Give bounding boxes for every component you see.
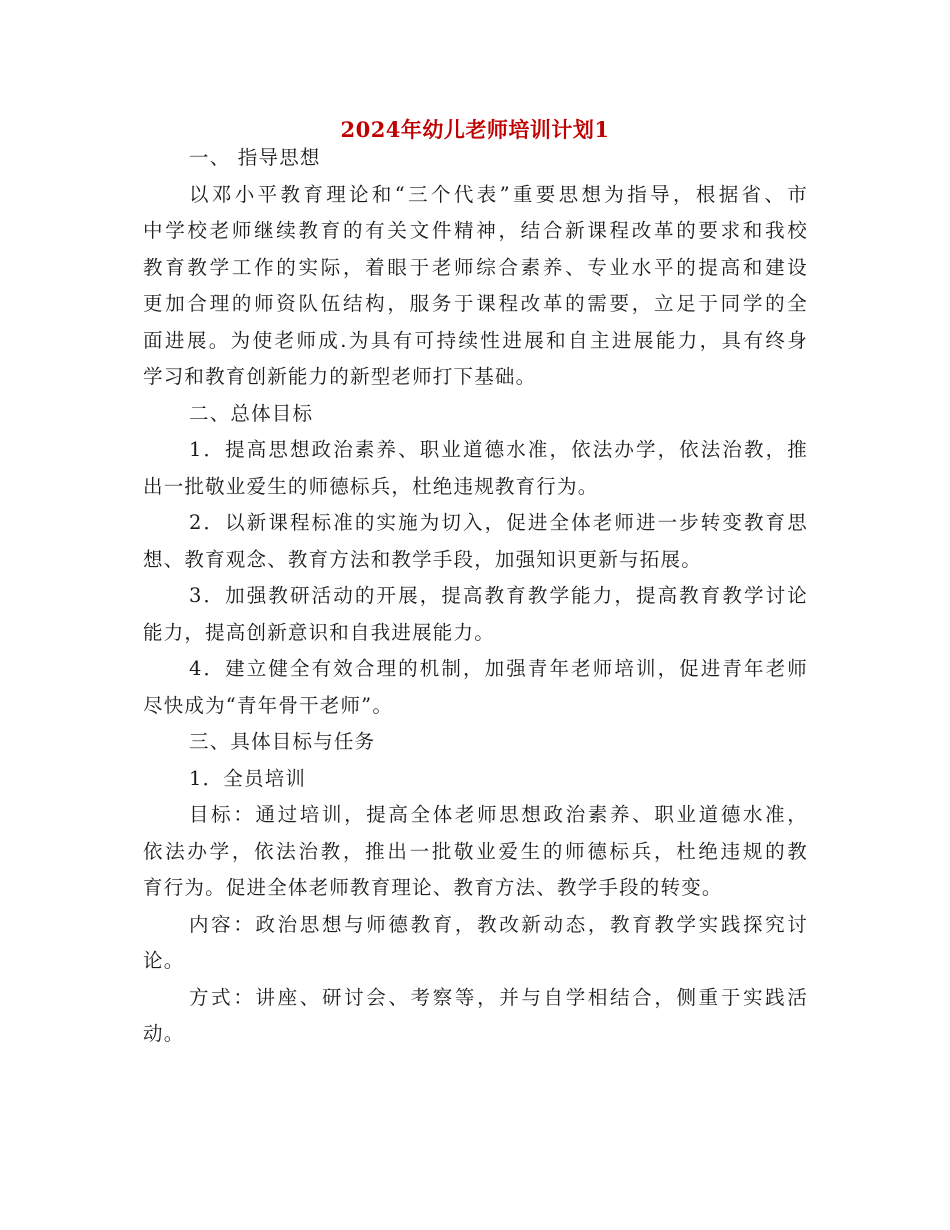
document-title: 2024年幼儿老师培训计划1 bbox=[340, 117, 610, 142]
text-line: 学习和教育创新能力的新型老师打下基础。 bbox=[143, 365, 537, 388]
text-line: 内容：政治思想与师德教育，教改新动态，教育教学实践探究讨 bbox=[189, 912, 808, 936]
text-line: 育行为。促进全体老师教育理论、教育方法、教学手段的转变。 bbox=[143, 876, 723, 899]
text-line: 一、 指导思想 bbox=[189, 146, 321, 169]
text-line: 教育教学工作的实际，着眼于老师综合素养、专业水平的提高和建设 bbox=[143, 255, 808, 279]
text-line: 三、具体目标与任务 bbox=[189, 730, 376, 753]
text-line: 二、总体目标 bbox=[189, 401, 314, 425]
text-line: 想、教育观念、教育方法和教学手段，加强知识更新与拓展。 bbox=[143, 547, 702, 571]
text-line: 尽快成为“青年骨干老师”。 bbox=[143, 693, 394, 717]
text-line: 动。 bbox=[143, 1022, 185, 1045]
text-line: 面进展。为使老师成.为具有可持续性进展和自主进展能力，具有终身 bbox=[143, 328, 808, 352]
text-line: 更加合理的师资队伍结构，服务于课程改革的需要，立足于同学的全 bbox=[143, 292, 808, 315]
text-line: 方式：讲座、研讨会、考察等，并与自学相结合，侧重于实践活 bbox=[189, 985, 808, 1009]
text-line: 目标：通过培训，提高全体老师思想政治素养、职业道德水准， bbox=[189, 803, 808, 826]
text-line: 以邓小平教育理论和“三个代表”重要思想为指导，根据省、市 bbox=[189, 182, 808, 206]
text-line: 1．提高思想政治素养、职业道德水准，依法办学，依法治教，推 bbox=[189, 438, 808, 461]
text-line: 4．建立健全有效合理的机制，加强青年老师培训，促进青年老师 bbox=[189, 657, 808, 680]
text-line: 能力，提高创新意识和自我进展能力。 bbox=[143, 620, 495, 644]
text-line: 1．全员培训 bbox=[189, 766, 307, 790]
text-line: 2．以新课程标准的实施为切入，促进全体老师进一步转变教育思 bbox=[189, 511, 808, 534]
text-line: 依法办学，依法治教，推出一批敬业爱生的师德标兵，杜绝违规的教 bbox=[143, 839, 808, 863]
text-line: 论。 bbox=[143, 949, 185, 972]
text-line: 中学校老师继续教育的有关文件精神，结合新课程改革的要求和我校 bbox=[143, 219, 808, 242]
text-line: 出一批敬业爱生的师德标兵，杜绝违规教育行为。 bbox=[143, 474, 599, 498]
document-body bbox=[143, 140, 808, 1053]
text-line: 3．加强教研活动的开展，提高教育教学能力，提高教育教学讨论 bbox=[189, 584, 808, 607]
